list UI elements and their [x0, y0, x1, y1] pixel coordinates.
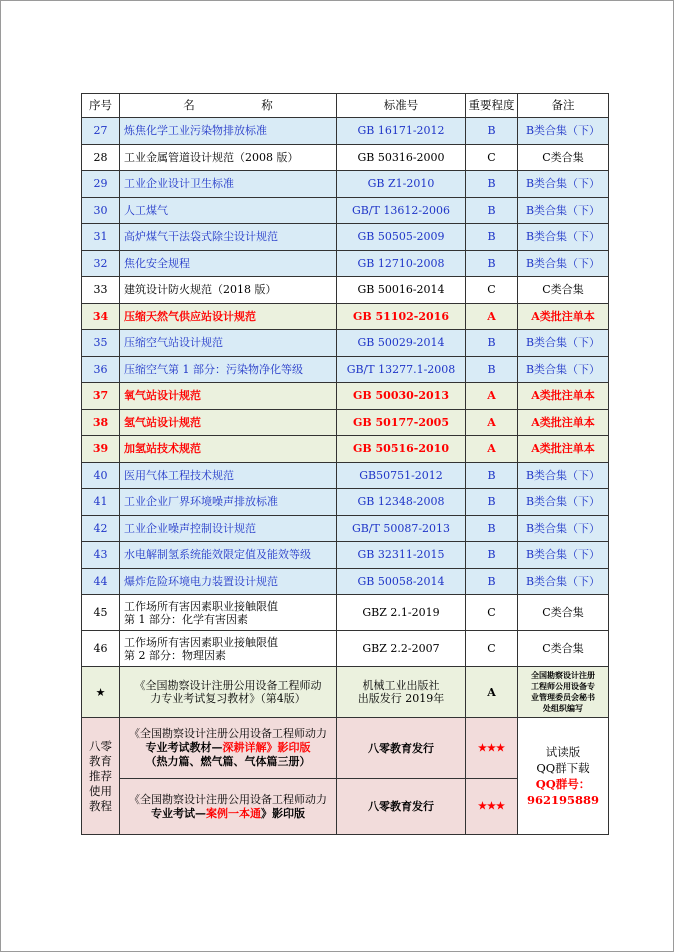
cell-note: B类合集（下）	[518, 542, 609, 569]
cell-level: B	[466, 118, 518, 145]
recommend-note-line4: 962195889	[526, 793, 599, 807]
cell-no: 45	[82, 595, 120, 631]
table-row	[82, 542, 609, 569]
table-row	[82, 489, 609, 516]
book2-line2-c: 》影印版	[261, 806, 305, 820]
table-row	[82, 144, 609, 171]
table-row-45	[82, 595, 609, 631]
cell-level: B	[466, 171, 518, 198]
cell-name: 氧气站设计规范	[120, 383, 337, 410]
cell-no: 33	[82, 277, 120, 304]
book2-line2-a: 专业考试—	[151, 806, 206, 820]
cell-name: 工业企业噪声控制设计规范	[120, 515, 337, 542]
cell-no: 30	[82, 197, 120, 224]
cell-name: 氢气站设计规范	[120, 409, 337, 436]
cell-no: 38	[82, 409, 120, 436]
cell-no: 37	[82, 383, 120, 410]
cell-note: C类合集	[518, 631, 609, 667]
cell-name: 医用气体工程技术规范	[120, 462, 337, 489]
book1-line1: 《全国勘察设计注册公用设备工程师动力	[129, 727, 327, 740]
cell-name: 加氢站技术规范	[120, 436, 337, 463]
recommend-label-line4: 使用	[89, 783, 112, 798]
cell-note: B类合集（下）	[518, 568, 609, 595]
cell-standard: GB/T 13277.1-2008	[337, 356, 466, 383]
textbook-note-line2: 工程师公用设备专	[531, 681, 595, 691]
textbook-title	[120, 667, 337, 718]
header-standard: 标准号	[337, 94, 466, 118]
cell-standard: GB 12710-2008	[337, 250, 466, 277]
cell-standard: GB50751-2012	[337, 462, 466, 489]
recommend-note-line2: QQ群下载	[536, 761, 590, 775]
book2-publisher: 八零教育发行	[337, 779, 466, 835]
cell-standard: GB 50316-2000	[337, 144, 466, 171]
book1-level: ★★★	[466, 718, 518, 779]
cell-level: A	[466, 303, 518, 330]
header-name-right: 称	[261, 98, 273, 112]
cell-level: C	[466, 277, 518, 304]
cell-standard: GB 50029-2014	[337, 330, 466, 357]
cell-standard: GBZ 2.1-2019	[337, 595, 466, 631]
textbook-publisher-line1: 机械工业出版社	[362, 679, 440, 692]
cell-level: B	[466, 542, 518, 569]
cell-no: 43	[82, 542, 120, 569]
cell-level: B	[466, 568, 518, 595]
cell-no: 31	[82, 224, 120, 251]
cell-note: C类合集	[518, 144, 609, 171]
cell-standard: GB 16171-2012	[337, 118, 466, 145]
cell-name: 工业企业厂界环境噪声排放标准	[120, 489, 337, 516]
cell-no: 41	[82, 489, 120, 516]
cell-note: B类合集（下）	[518, 489, 609, 516]
cell-standard: GB 50177-2005	[337, 409, 466, 436]
cell-name: 人工煤气	[120, 197, 337, 224]
textbook-note	[518, 667, 609, 718]
table-row	[82, 356, 609, 383]
cell-level: B	[466, 330, 518, 357]
book1-line3: （热力篇、燃气篇、气体篇三册）	[145, 755, 311, 768]
cell-no: 42	[82, 515, 120, 542]
cell-name: 水电解制氢系统能效限定值及能效等级	[120, 542, 337, 569]
cell-note: C类合集	[518, 595, 609, 631]
standards-table	[81, 93, 609, 835]
cell-level: C	[466, 595, 518, 631]
cell-level: B	[466, 250, 518, 277]
cell-name: 压缩空气第 1 部分：污染物净化等级	[120, 356, 337, 383]
book2-line1: 《全国勘察设计注册公用设备工程师动力	[129, 792, 327, 806]
table-row-46	[82, 631, 609, 667]
cell-name: 高炉煤气干法袋式除尘设计规范	[120, 224, 337, 251]
cell-note: A类批注单本	[518, 409, 609, 436]
cell-level: B	[466, 462, 518, 489]
book1-highlight: 深耕详解	[222, 741, 267, 754]
cell-no: 46	[82, 631, 120, 667]
textbook-publisher-line2: 出版发行 2019年	[357, 692, 445, 705]
cell-no: 36	[82, 356, 120, 383]
cell-note: B类合集（下）	[518, 515, 609, 542]
table-row	[82, 250, 609, 277]
cell-no: 28	[82, 144, 120, 171]
cell-note: B类合集（下）	[518, 462, 609, 489]
cell-name: 建筑设计防火规范（2018 版）	[120, 277, 337, 304]
cell-note: B类合集（下）	[518, 330, 609, 357]
table-row	[82, 277, 609, 304]
book2-level: ★★★	[466, 779, 518, 835]
recommend-note-line3: QQ群号：	[535, 777, 591, 791]
cell-level: B	[466, 356, 518, 383]
recommend-label-line1: 八零	[89, 738, 112, 753]
header-no: 序号	[82, 94, 120, 118]
cell-note: A类批注单本	[518, 436, 609, 463]
table-row	[82, 436, 609, 463]
cell-no: 34	[82, 303, 120, 330]
cell-level: C	[466, 144, 518, 171]
cell-no: 32	[82, 250, 120, 277]
table-row	[82, 383, 609, 410]
cell-no: 35	[82, 330, 120, 357]
cell-standard: GB 32311-2015	[337, 542, 466, 569]
book1-publisher: 八零教育发行	[337, 718, 466, 779]
cell-note: B类合集（下）	[518, 224, 609, 251]
table-body	[82, 118, 609, 835]
cell-standard: GB 50016-2014	[337, 277, 466, 304]
cell-level: A	[466, 436, 518, 463]
textbook-level: A	[466, 667, 518, 718]
cell-standard: GB 51102-2016	[337, 303, 466, 330]
cell-note: B类合集（下）	[518, 171, 609, 198]
header-name	[120, 94, 337, 118]
cell-no: 29	[82, 171, 120, 198]
cell-name: 压缩空气站设计规范	[120, 330, 337, 357]
cell-note: B类合集（下）	[518, 356, 609, 383]
book2-highlight: 案例一本通	[206, 806, 261, 820]
cell-no: 44	[82, 568, 120, 595]
cell-standard: GB 50030-2013	[337, 383, 466, 410]
table-row	[82, 515, 609, 542]
recommend-book-2	[120, 779, 337, 835]
cell-level: B	[466, 224, 518, 251]
table-row	[82, 224, 609, 251]
cell-standard: GB/T 50087-2013	[337, 515, 466, 542]
recommend-note-line1: 试读版	[545, 745, 581, 759]
textbook-note-line4: 处组织编写	[543, 703, 583, 713]
book1-line2-a: 专业考试教材—	[145, 741, 223, 754]
table-row	[82, 118, 609, 145]
cell-name-line2: 第 2 部分：物理因素	[124, 648, 226, 662]
header-row	[82, 94, 609, 118]
book1-line2	[122, 741, 334, 755]
table-row	[82, 462, 609, 489]
textbook-row	[82, 667, 609, 718]
table-row	[82, 330, 609, 357]
cell-name-line1: 工作场所有害因素职业接触限值	[124, 599, 278, 613]
cell-name	[120, 595, 337, 631]
cell-name: 工业企业设计卫生标准	[120, 171, 337, 198]
table-row	[82, 171, 609, 198]
textbook-title-line1: 《全国勘察设计注册公用设备工程师动	[134, 679, 322, 692]
cell-standard: GB 50058-2014	[337, 568, 466, 595]
cell-level: C	[466, 631, 518, 667]
recommend-book-1	[120, 718, 337, 779]
cell-standard: GB 50505-2009	[337, 224, 466, 251]
cell-standard: GB 12348-2008	[337, 489, 466, 516]
table-row	[82, 303, 609, 330]
cell-level: A	[466, 383, 518, 410]
cell-note: C类合集	[518, 277, 609, 304]
recommend-row-1	[82, 718, 609, 779]
cell-standard: GB/T 13612-2006	[337, 197, 466, 224]
cell-name: 工业金属管道设计规范（2008 版）	[120, 144, 337, 171]
star-icon: ★	[82, 667, 120, 718]
textbook-title-line2: 力专业考试复习教材》（第4版）	[150, 692, 306, 705]
cell-note: B类合集（下）	[518, 118, 609, 145]
cell-standard: GB 50516-2010	[337, 436, 466, 463]
cell-name: 炼焦化学工业污染物排放标准	[120, 118, 337, 145]
header-level: 重要程度	[466, 94, 518, 118]
cell-standard: GBZ 2.2-2007	[337, 631, 466, 667]
cell-no: 40	[82, 462, 120, 489]
cell-no: 39	[82, 436, 120, 463]
book2-line2	[122, 807, 334, 821]
cell-note: B类合集（下）	[518, 197, 609, 224]
recommend-note	[518, 718, 609, 835]
cell-level: B	[466, 197, 518, 224]
recommend-label-line2: 教育	[89, 753, 112, 768]
cell-note: A类批注单本	[518, 303, 609, 330]
textbook-note-line3: 业管理委员会秘书	[531, 692, 595, 702]
cell-note: A类批注单本	[518, 383, 609, 410]
table-row	[82, 568, 609, 595]
cell-level: A	[466, 409, 518, 436]
header-note: 备注	[518, 94, 609, 118]
cell-level: B	[466, 515, 518, 542]
recommend-label-line5: 教程	[89, 798, 112, 813]
book1-line2-c: 》影印版	[266, 741, 311, 754]
textbook-publisher	[337, 667, 466, 718]
cell-note: B类合集（下）	[518, 250, 609, 277]
header-name-left: 名	[183, 98, 195, 112]
cell-standard: GB Z1-2010	[337, 171, 466, 198]
recommend-label	[82, 718, 120, 835]
cell-no: 27	[82, 118, 120, 145]
table-row	[82, 197, 609, 224]
cell-name: 压缩天然气供应站设计规范	[120, 303, 337, 330]
cell-name-line2: 第 1 部分：化学有害因素	[124, 612, 248, 626]
textbook-note-line1: 全国勘察设计注册	[531, 670, 595, 680]
cell-name-line1: 工作场所有害因素职业接触限值	[124, 635, 278, 649]
recommend-label-line3: 推荐	[89, 768, 112, 783]
table-row	[82, 409, 609, 436]
cell-name: 爆炸危险环境电力装置设计规范	[120, 568, 337, 595]
cell-name: 焦化安全规程	[120, 250, 337, 277]
cell-level: B	[466, 489, 518, 516]
cell-name	[120, 631, 337, 667]
